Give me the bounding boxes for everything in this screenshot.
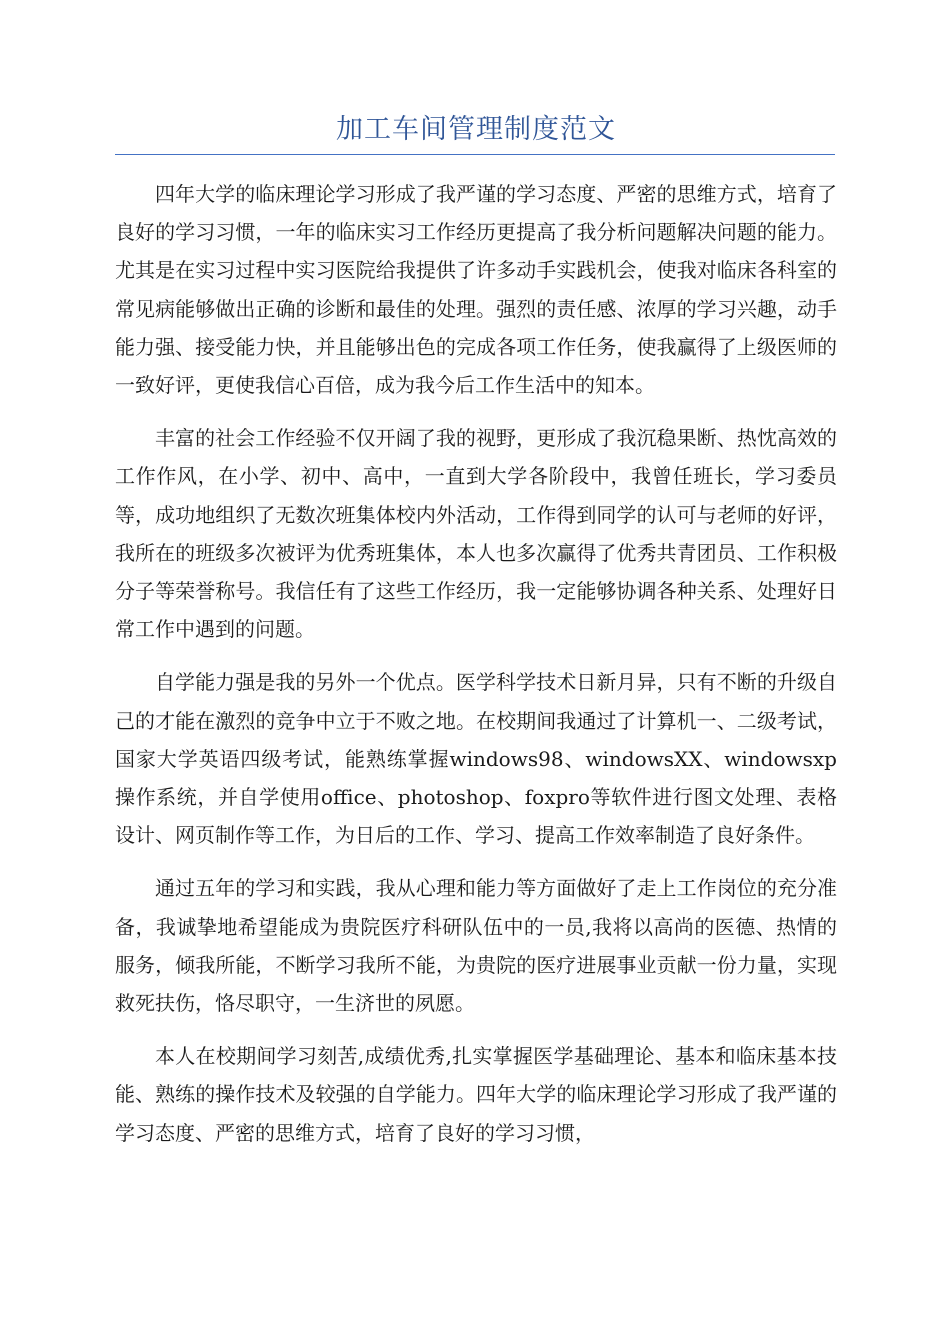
- document-body: [115, 175, 837, 1152]
- paragraph-5: 本人在校期间学习刻苦,成绩优秀,扎实掌握医学基础理论、基本和临床基本技能、熟练的操作技术及较强的自学能力。四年大学的临床理论学习形成了我严谨的学习态度、严密的思维方式，培育了良好的学习习惯，: [115, 1044, 837, 1145]
- document-page: [115, 110, 837, 1167]
- title-underline: [115, 154, 835, 155]
- document-title: 加工车间管理制度范文: [336, 114, 616, 145]
- paragraph-4: 通过五年的学习和实践，我从心理和能力等方面做好了走上工作岗位的充分准备，我诚挚地希望能成为贵院医疗科研队伍中的一员,我将以高尚的医德、热情的服务，倾我所能，不断学习我所不能，为贵院的医疗进展事业贡献一份力量，实现救死扶伤，恪尽职守，一生济世的夙愿。: [115, 876, 837, 1016]
- paragraph-1: 四年大学的临床理论学习形成了我严谨的学习态度、严密的思维方式，培育了良好的学习习惯，一年的临床实习工作经历更提高了我分析问题解决问题的能力。尤其是在实习过程中实习医院给我提供了许多动手实践机会，使我对临床各科室的常见病能够做出正确的诊断和最佳的处理。强烈的责任感、浓厚的学习兴趣，动手能力强、接受能力快，并且能够出色的完成各项工作任务，使我赢得了上级医师的一致好评，更使我信心百倍，成为我今后工作生活中的知本。: [115, 182, 837, 398]
- paragraph-2: 丰富的社会工作经验不仅开阔了我的视野，更形成了我沉稳果断、热忱高效的工作作风，在小学、初中、高中，一直到大学各阶段中，我曾任班长，学习委员等，成功地组织了无数次班集体校内外活动，工作得到同学的认可与老师的好评，我所在的班级多次被评为优秀班集体，本人也多次赢得了优秀共青团员、工作积极分子等荣誉称号。我信任有了这些工作经历，我一定能够协调各种关系、处理好日常工作中遇到的问题。: [115, 426, 837, 642]
- paragraph-3: 自学能力强是我的另外一个优点。医学科学技术日新月异，只有不断的升级自己的才能在激烈的竞争中立于不败之地。在校期间我通过了计算机一、二级考试，国家大学英语四级考试，能熟练掌握windows98、windowsXX、windowsxp操作系统，并自学使用office、photoshop、foxpro等软件进行图文处理、表格设计、网页制作等工作，为日后的工作、学习、提高工作效率制造了良好条件。: [115, 670, 837, 848]
